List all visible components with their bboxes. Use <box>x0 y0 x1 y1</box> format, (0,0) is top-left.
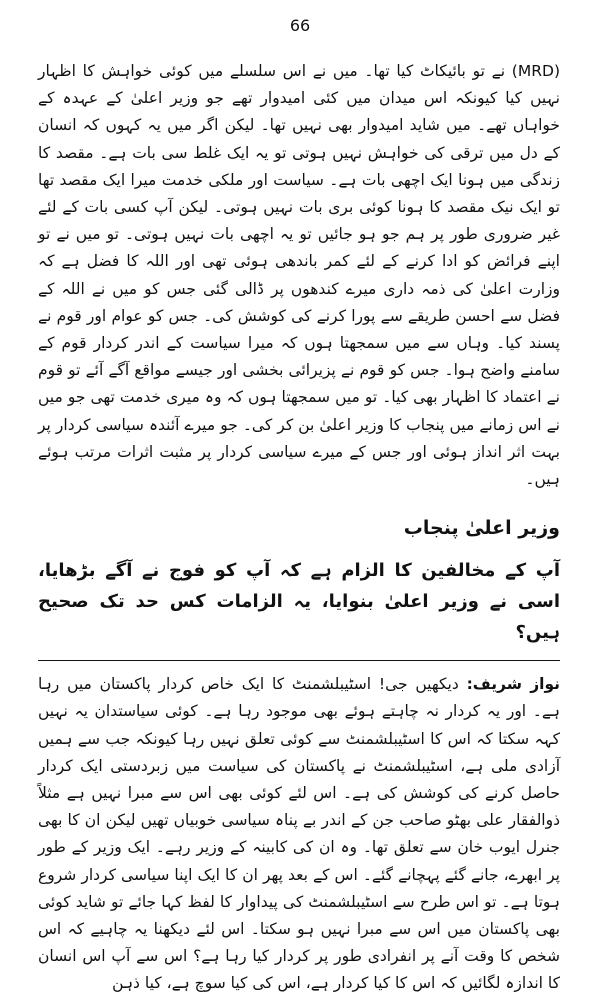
answer-paragraph <box>38 671 560 997</box>
speaker-label: نواز شریف: <box>466 675 560 694</box>
page-number: 66 <box>289 16 311 35</box>
answer-text: دیکھیں جی! اسٹیبلشمنٹ کا ایک خاص کردار پاکستان میں رہا ہے۔ اور یہ کردار نہ چاہتے ہوئے بھی موجود رہا ہے۔ کوئی سیاستدان یہ نہیں کہہ سکتا کہ اس کا اسٹیبلشمنٹ سے کوئی تعلق نہیں رہا کیونکہ جب سے ہمیں آزادی ملی ہے، اسٹیبلشمنٹ نے پاکستان کی سیاست میں زبردستی ایک کردار حاصل کرنے کی کوشش کی ہے۔ اس لئے کوئی بھی اس سے مبرا نہیں ہے مثلاً ذوالفقار علی بھٹو صاحب جن کے اندر بے پناہ سیاسی خوبیاں تھیں لیکن ان کا بھی جنرل ایوب خان سے تعلق تھا۔ وہ ان کی کابینہ کے وزیر رہے۔ ایک وزیر کے طور پر ابھرے، جانے گئے پہچانے گئے۔ اس کے بعد پھر ان کا ایک اپنا سیاسی کردار شروع ہوتا ہے۔ تو اس طرح سے اسٹیبلشمنٹ کی پیداوار کا لفظ کہا جائے تو شاید کوئی بھی پاکستان میں اس سے مبرا نہیں ہو سکتا۔ اس لئے دیکھنا یہ چاہیے کہ اس شخص کا وقت آنے پر انفرادی طور پر کردار کیا رہا ہے؟ اس سے آپ اس انسان کا اندازہ لگائیں کہ اس کا کیا کردار ہے، اس کی کیا سوچ ہے، کیا ذہن <box>38 675 560 993</box>
page-body <box>38 58 560 998</box>
interview-question: آپ کے مخالفین کا الزام ہے کہ آپ کو فوج نے آگے بڑھایا، اسی نے وزیر اعلیٰ بنوایا، یہ الزامات کس حد تک صحیح ہیں؟ <box>38 560 560 644</box>
section-heading: وزیر اعلیٰ پنجاب <box>403 517 560 540</box>
body-paragraph: (MRD) نے تو بائیکاٹ کیا تھا۔ میں نے اس سلسلے میں کوئی خواہش کا اظہار نہیں کیا کیونکہ اس میدان میں کئی امیدوار تھے جو وزیر اعلیٰ کے عہدہ کے خواہاں تھے۔ میں شاید امیدوار بھی نہیں تھا۔ لیکن اگر میں یہ کہوں کہ انسان کے دل میں ترقی کی خواہش نہیں ہوتی تو یہ ایک غلط سی بات ہے۔ مقصد کا زندگی میں ہونا ایک اچھی بات ہے۔ سیاست اور ملکی خدمت میرا ایک مقصد تھا تو ایک نیک مقصد کا ہونا کوئی بری بات نہیں ہوتی۔ لیکن آپ کسی بات کے لئے غیر ضروری طور پر ہم جو ہو جائیں تو یہ اچھی بات نہیں ہوتی۔ تو میں نے تو اپنے فرائض کو ادا کرنے کے لئے کمر باندھی ہوئی تھی اور اللہ کا فضل ہے کہ وزارت اعلیٰ کی ذمہ داری میرے کندھوں پر ڈالی گئی جس کو میں نے اللہ کے فضل سے احسن طریقے سے پورا کرنے کی کوشش کی۔ جس کو عوام اور قوم نے پسند کیا۔ وہاں سے میں سمجھتا ہوں کہ میرا سیاست کے اندر کردار قوم کے سامنے واضح ہوا۔ جس کو قوم نے پزیرائی بخشی اور جیسے مواقع آگے آئے تو قوم نے اعتماد کا اظہار بھی کیا۔ تو میں سمجھتا ہوں کہ وہ میری خدمت تھی جو میں نے اس زمانے میں پنجاب کا وزیر اعلیٰ بن کر کی۔ جو میرے آئندہ سیاسی کردار پر بہت اثر انداز ہوئی اور جس کے میرے سیاسی کردار پر مثبت اثرات مرتب ہوئے ہیں۔ <box>38 62 560 489</box>
section-divider <box>38 660 560 661</box>
